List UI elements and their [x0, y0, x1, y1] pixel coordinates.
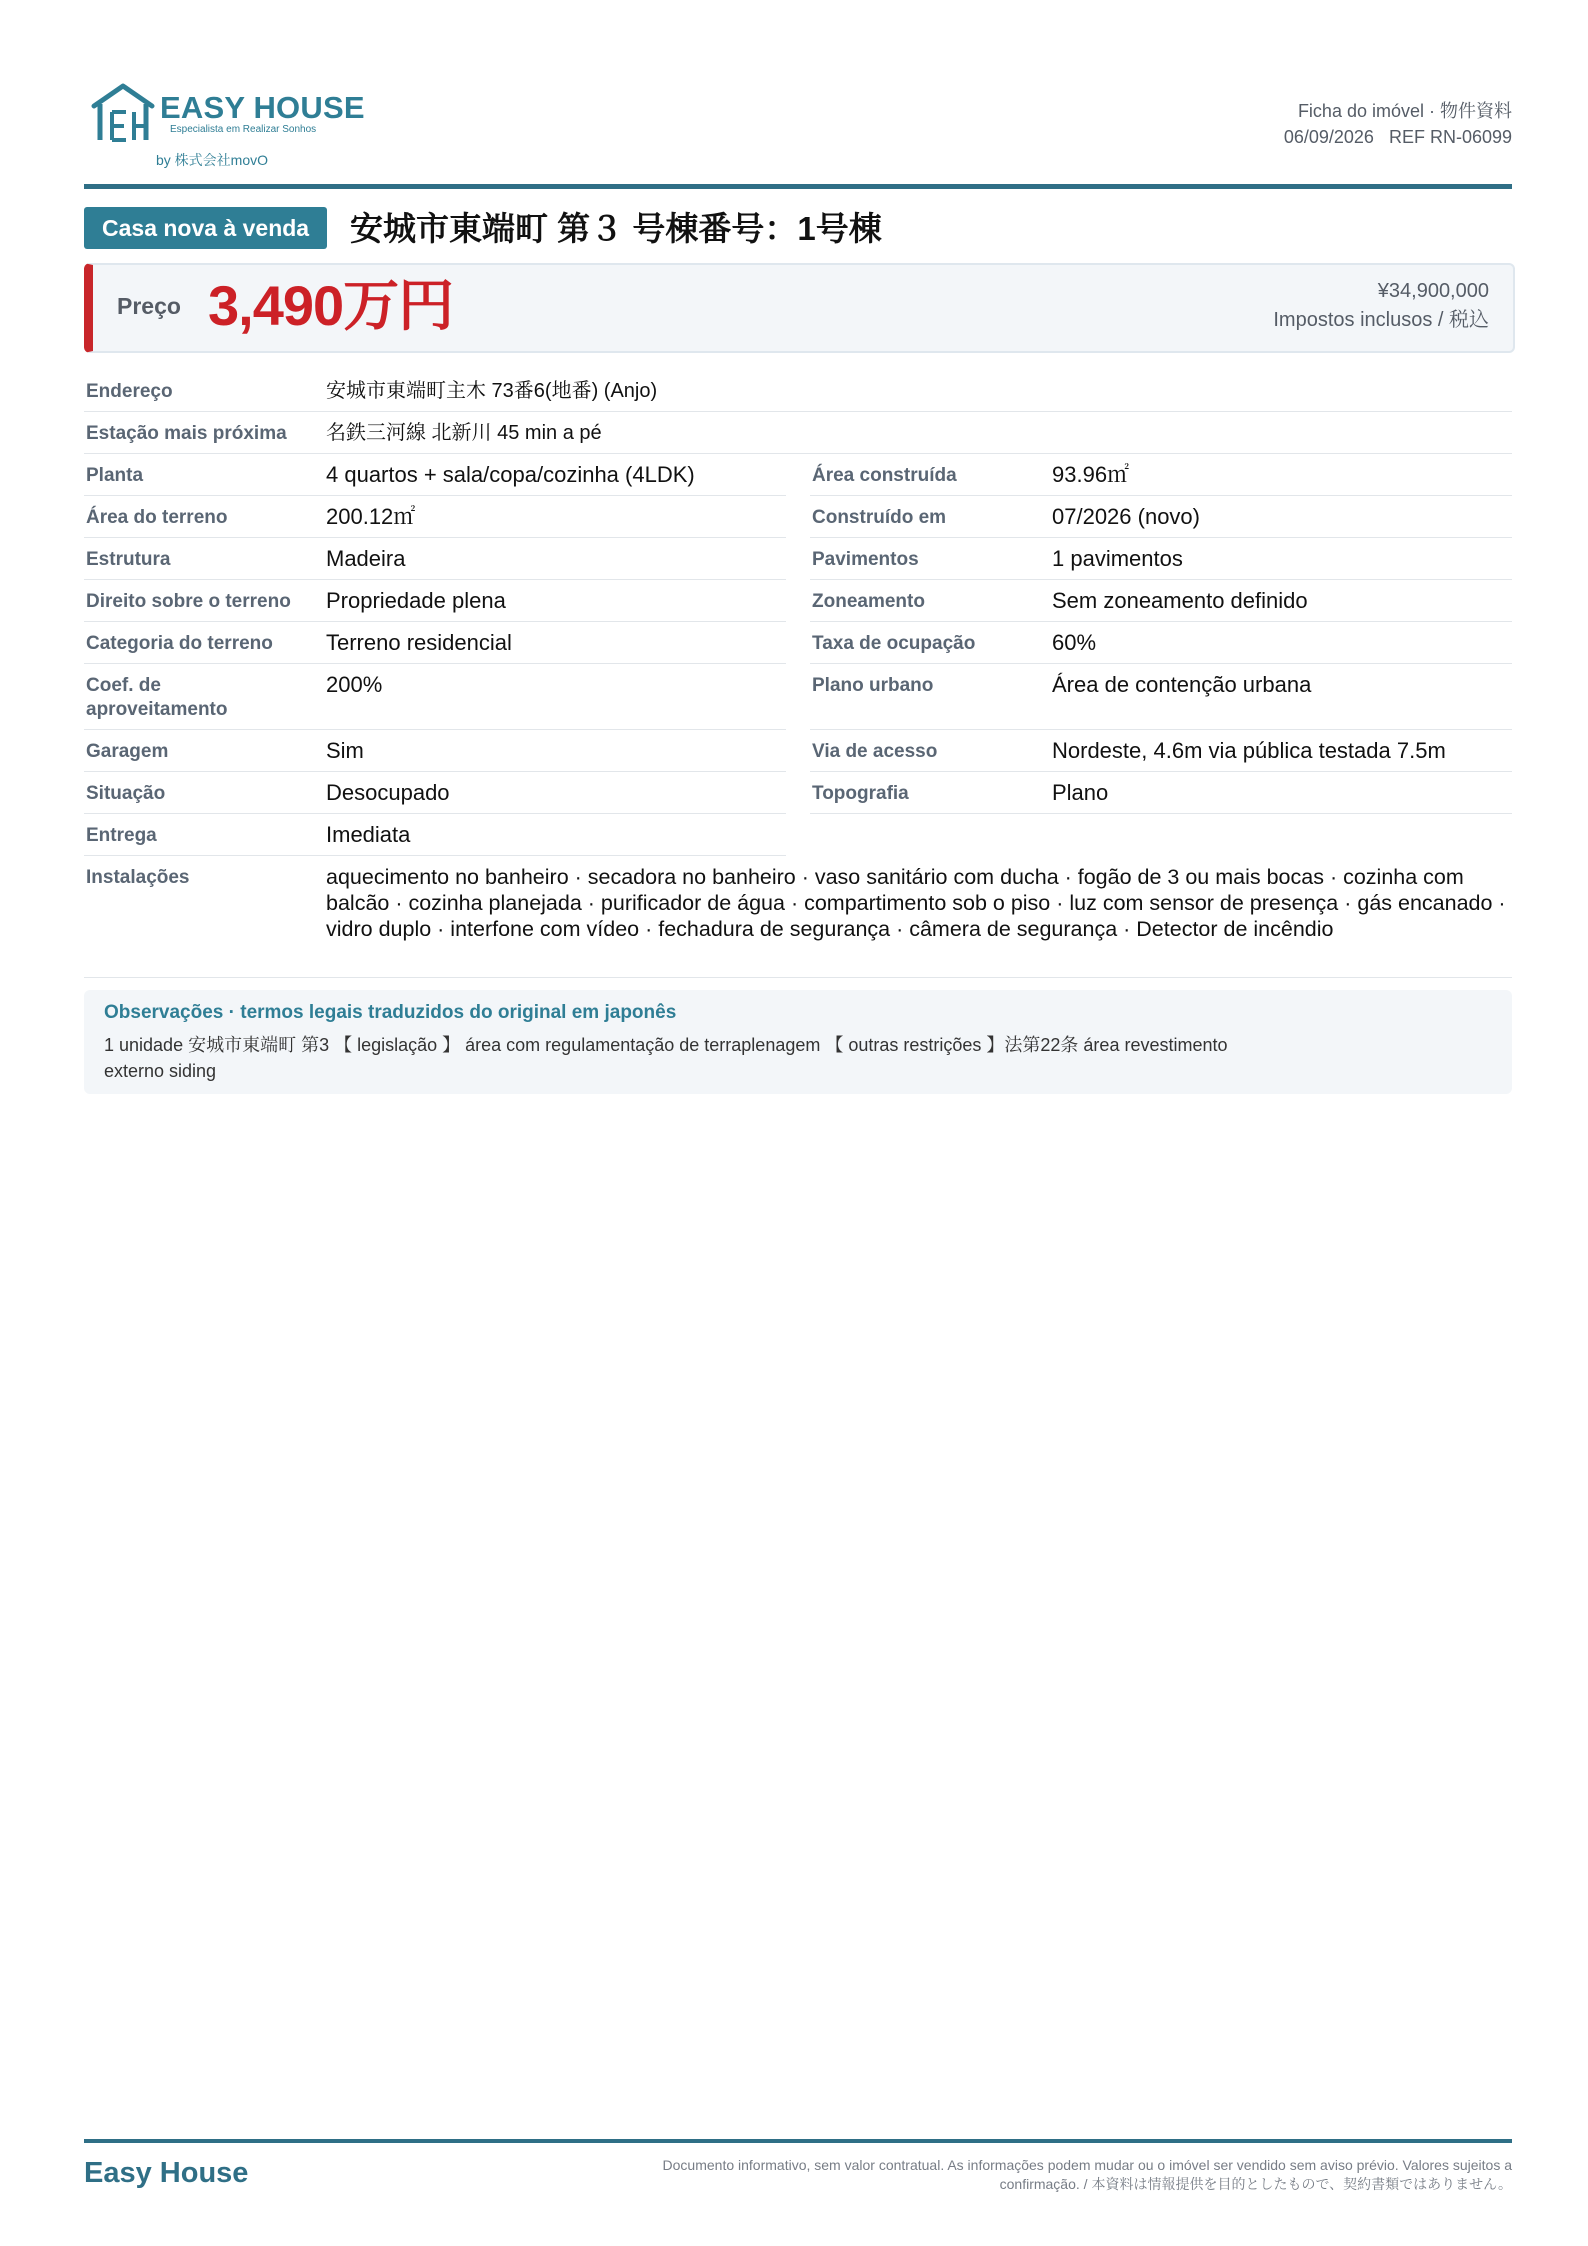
detail-value: 200.12㎡: [326, 504, 416, 529]
details-row: [84, 730, 1512, 772]
detail-label: Coef. de aproveitamento: [86, 675, 228, 720]
price-tax-note: Impostos inclusos / 税込: [1273, 309, 1489, 331]
detail-label: Estrutura: [86, 549, 171, 570]
notes-body: 1 unidade 安城市東端町 第3 【 legislação 】 área com regulamentação de terraplenagem 【 outras restrições 】法第22条 área revestimento externo siding: [104, 1035, 1228, 1081]
price-main: 3,490万円: [208, 274, 454, 337]
detail-value: 07/2026 (novo): [1052, 504, 1200, 529]
details-row: [84, 856, 1512, 978]
detail-value: Área de contenção urbana: [1052, 672, 1312, 697]
detail-label: Direito sobre o terreno: [86, 591, 291, 612]
detail-label: Categoria do terreno: [86, 633, 273, 654]
footer-brand: Easy House: [84, 2157, 249, 2189]
listing-type-badge: Casa nova à venda: [84, 207, 327, 249]
details-row: [84, 814, 1512, 856]
detail-value: 4 quartos + sala/copa/cozinha (4LDK): [326, 462, 695, 487]
detail-value: Sim: [326, 738, 364, 763]
details-row: [84, 772, 1512, 814]
detail-built-in: [810, 496, 1512, 538]
detail-label: Zoneamento: [812, 591, 925, 612]
brand-tagline: Especialista em Realizar Sonhos: [170, 124, 317, 135]
detail-layout: [84, 454, 786, 496]
detail-delivery: [84, 814, 786, 856]
details-row: [84, 538, 1512, 580]
doc-type: Ficha do imóvel · 物件資料: [1297, 101, 1512, 121]
detail-label: Estação mais próxima: [86, 423, 287, 444]
detail-value: Propriedade plena: [326, 588, 506, 613]
detail-station: [84, 412, 1512, 454]
detail-empty: [810, 814, 1512, 856]
detail-built-area: [810, 454, 1512, 496]
details-row: [84, 664, 1512, 730]
detail-urban-plan: [810, 664, 1512, 730]
details-row: [84, 454, 1512, 496]
doc-date-ref: [1284, 124, 1512, 150]
detail-label: Planta: [86, 465, 144, 486]
detail-value: 安城市東端町主木 73番6(地番) (Anjo): [326, 380, 658, 402]
title-row: [84, 207, 1512, 253]
detail-road-access: [810, 730, 1512, 772]
header-divider: [84, 184, 1512, 189]
header: [84, 80, 1512, 176]
price-detail: [1273, 277, 1489, 335]
detail-label: Topografia: [812, 783, 909, 804]
detail-parking: [84, 730, 786, 772]
details-row: [84, 622, 1512, 664]
detail-label: Garagem: [86, 741, 169, 762]
detail-label: Área construída: [812, 465, 957, 486]
detail-value: Nordeste, 4.6m via pública testada 7.5m: [1052, 738, 1446, 763]
detail-value: Desocupado: [326, 780, 450, 805]
detail-value: Plano: [1052, 780, 1109, 805]
detail-value: 1 pavimentos: [1052, 546, 1183, 571]
details-row: [84, 370, 1512, 412]
detail-value: Madeira: [326, 546, 406, 571]
detail-value: Terreno residencial: [326, 630, 512, 655]
brand-logo: [90, 82, 156, 144]
detail-land-category: [84, 622, 786, 664]
detail-value: aquecimento no banheiro · secadora no banheiro · vaso sanitário com ducha · fogão de 3 ou mais bocas · cozinha com balcão · cozinha planejada · purificador de água · compartimento sob o piso · luz com sensor de presença · gás encanado · vidro duplo · interfone com vídeo · fechadura de segurança · câmera de segurança · Detector de incêndio: [326, 865, 1506, 941]
page-title: 安城市東端町 第３ 号棟番号：1号棟: [350, 210, 882, 247]
house-logo-icon: [90, 82, 156, 144]
price-box: [84, 263, 1515, 353]
price-yen: ¥34,900,000: [1377, 280, 1489, 302]
detail-label: Construído em: [812, 507, 947, 528]
detail-label: Situação: [86, 783, 166, 804]
detail-land-area: [84, 496, 786, 538]
detail-label: Entrega: [86, 825, 157, 846]
detail-status: [84, 772, 786, 814]
details-row: [84, 412, 1512, 454]
detail-label: Pavimentos: [812, 549, 919, 570]
brand-name: EASY HOUSE: [160, 90, 365, 125]
detail-address: [84, 370, 1512, 412]
details-row: [84, 496, 1512, 538]
detail-value: Sem zoneamento definido: [1052, 588, 1308, 613]
notes-title: Observações · termos legais traduzidos do original em japonês: [104, 1002, 677, 1023]
detail-label: Endereço: [86, 381, 173, 402]
notes-box: [84, 990, 1512, 1094]
detail-value: 60%: [1052, 630, 1097, 655]
detail-topography: [810, 772, 1512, 814]
footer-disclaimer: Documento informativo, sem valor contratual. As informações podem mudar ou o imóvel ser vendido sem aviso prévio. Valores sujeitos a confirmação. / 本資料は情報提供を目的としたもので、契約書類ではありません。: [662, 2157, 1512, 2192]
doc-ref: REF RN-06099: [1388, 127, 1512, 147]
detail-label: Instalações: [86, 867, 190, 888]
detail-value: 200%: [326, 672, 383, 697]
price-label: Preço: [117, 293, 181, 319]
detail-far: [84, 664, 786, 730]
detail-label: Via de acesso: [812, 741, 938, 762]
document-meta: [1284, 98, 1512, 150]
detail-coverage: [810, 622, 1512, 664]
footer-divider: [84, 2139, 1512, 2143]
detail-structure: [84, 538, 786, 580]
details-table: [84, 370, 1512, 978]
detail-value: 名鉄三河線 北新川 45 min a pé: [326, 422, 602, 444]
detail-value: 93.96㎡: [1052, 462, 1130, 487]
detail-value: Imediata: [326, 822, 411, 847]
brand-by: by 株式会社movO: [156, 152, 269, 168]
detail-label: Taxa de ocupação: [812, 633, 976, 654]
detail-label: Plano urbano: [812, 675, 934, 696]
detail-label: Área do terreno: [86, 507, 228, 528]
detail-zoning: [810, 580, 1512, 622]
doc-date: 06/09/2026: [1283, 127, 1374, 147]
details-row: [84, 580, 1512, 622]
detail-floors: [810, 538, 1512, 580]
detail-facilities: [84, 856, 1512, 978]
detail-land-rights: [84, 580, 786, 622]
